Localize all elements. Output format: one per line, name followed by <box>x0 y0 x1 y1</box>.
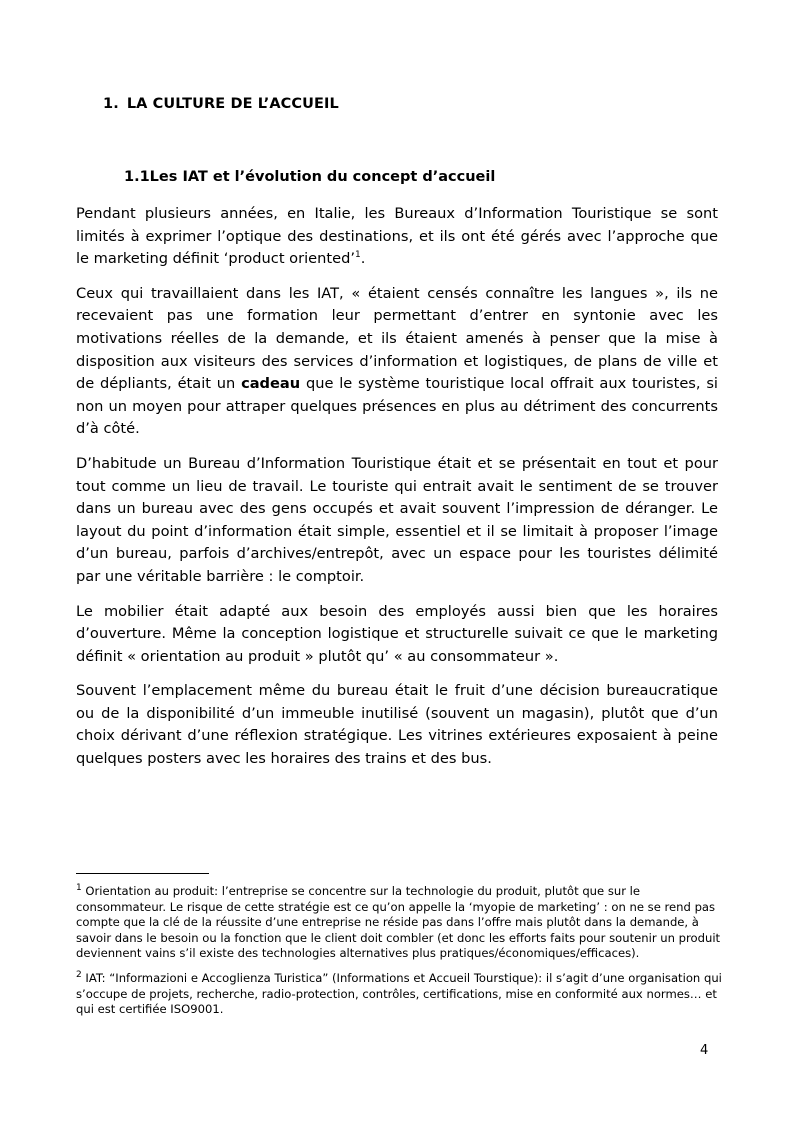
footnotes <box>76 884 724 1027</box>
page-number: 4 <box>700 1043 709 1058</box>
section-title: LA CULTURE DE L’ACCUEIL <box>126 96 339 112</box>
paragraph-5: Souvent l’emplacement même du bureau était le fruit d’une décision bureaucratique ou de la disponibilité d’un immeuble inutilisé (souvent un magasin), plutôt que d’un choix dérivant d’une réflexion stratégique. Les vitrines extérieures exposaient à peine quelques posters avec les horaires des trains et des bus. <box>76 682 718 768</box>
paragraph-3: D’habitude un Bureau d’Information Touristique était et se présentait en tout et pour tout comme un lieu de travail. Le touriste qui entrait avait le sentiment de se trouver dans un bureau avec des gens occupés et avait souvent l’impression de déranger. Le layout du point d’information était simple, essentiel et il se limitait à proposer l’image d’un bureau, parfois d’archives/entrepôt, avec un espace pour les touristes délimité par une véritable barrière : le comptoir. <box>76 454 718 585</box>
paragraph-1-end: . <box>360 250 366 268</box>
footnote-1 <box>76 884 724 962</box>
paragraph-2-text-end: que le système touristique local offrait aux touristes, si non un moyen pour attraper quelques présences en plus au détriment des concurrents d’à côté. <box>76 375 718 438</box>
emphasis-cadeau: cadeau <box>241 375 301 393</box>
footnote-1-marker: 1 <box>76 883 82 894</box>
paragraph-2-text-start: Ceux qui travaillaient dans les IAT, « étaient censés connaître les langues », ils ne recevaient pas une formation leur permettant d’entrer en syntonie avec les motivations réelles de la demande, et ils étaient amenés à penser que la mise à disposition aux visiteurs des services d’information et logistiques, de plans de ville et de dépliants, était un <box>76 284 718 393</box>
paragraph-1 <box>76 203 718 271</box>
section-number: 1. <box>103 96 119 112</box>
paragraph-4: Le mobilier était adapté aux besoin des employés aussi bien que les horaires d’ouverture. Même la conception logistique et structurelle suivait ce que le marketing définit « orientation au produit » plutôt qu’ « au consommateur ». <box>76 602 718 665</box>
footnote-separator <box>76 873 209 874</box>
section-heading <box>103 96 339 112</box>
footnote-2 <box>76 971 724 1018</box>
paragraph-1-text: Pendant plusieurs années, en Italie, les Bureaux d’Information Touristique se sont limités à exprimer l’optique des destinations, et ils ont été gérés avec l’approche que le marketing définit ‘product oriented’ <box>76 205 718 268</box>
footnote-1-text: Orientation au produit: l’entreprise se concentre sur la technologie du produit, plutôt que sur le consommateur. Le risque de cette stratégie est ce qu’on appelle la ‘myopie de marketing’ : on ne se rend pas compte que la clé de la réussite d’une entreprise ne réside pas dans l’offre mais plutôt dans la demande, à savoir dans le besoin ou la fonction que le client doit combler (et donc les efforts faits pour soutenir un produit deviennent vains s’il existe des technologies alternatives plus pratiques/économiques/efficaces). <box>76 884 721 961</box>
body-text <box>76 203 718 783</box>
footnote-2-marker: 2 <box>76 970 82 981</box>
paragraph-2 <box>76 283 718 441</box>
footnote-2-text: IAT: “Informazioni e Accoglienza Turistica” (Informations et Accueil Tourstique): il s’agit d’une organisation qui s’occupe de projets, recherche, radio-protection, contrôles, certifications, mise en conformité aux normes… et qui est certifiée ISO9001. <box>76 970 722 1017</box>
subsection-heading: 1.1Les IAT et l’évolution du concept d’accueil <box>124 169 496 185</box>
footnote-ref-1: 1 <box>355 250 361 261</box>
